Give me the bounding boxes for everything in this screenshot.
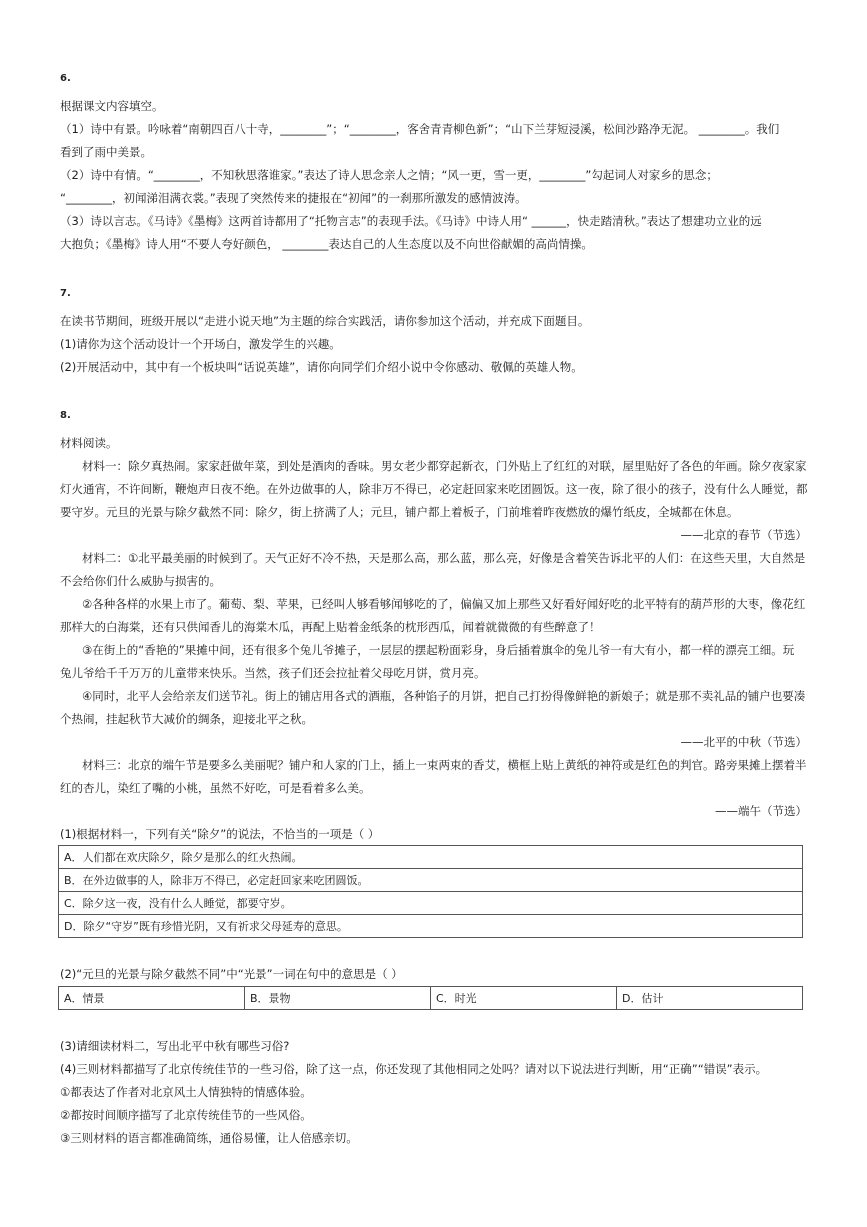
sub-question-1: (1)根据材料一，下列有关“除夕”的说法，不恰当的一项是（ ） <box>60 827 380 841</box>
q6-line: “________，初闻涕泪满衣裳。”表现了突然传来的捷报在“初闻”的一刹那所激发的感情波涛。 <box>60 191 527 205</box>
material-2-line: 不会给你们什么威胁与损害的。 <box>60 574 221 588</box>
sub-question-2: (2)“元旦的光景与除夕截然不同”中“光景”一词在句中的意思是（ ） <box>60 967 403 981</box>
material-3-line: 材料三：北京的端午节是要多么美丽呢？铺户和人家的门上，插上一束两束的香艾，横框上贴上黄纸的神符或是红色的判官。路旁果摊上摆着半 <box>82 758 807 772</box>
material-2-line: ④同时，北平人会给亲友们送节礼。街上的铺店用各式的酒瓶，各种馅子的月饼，把自己打扮得像鲜艳的新娘子；就是那不卖礼品的铺户也要凑 <box>82 689 806 703</box>
material-2-line: ③在街上的“香艳的”果摊中间，还有很多个兔儿爷摊子，一层层的摆起粉面彩身，身后插着旗伞的兔儿爷一有大有小，都一样的漂亮工细。玩 <box>82 643 795 657</box>
sub-question-1-options <box>58 845 803 938</box>
q8-intro: 材料阅读。 <box>60 436 118 450</box>
material-3-line: 红的杏儿，染红了嘴的小桃，虽然不好吃，可是看着多么美。 <box>60 781 371 795</box>
material-2-source: ——北平的中秋（节选） <box>680 735 807 749</box>
q6-line: 大抱负；《墨梅》诗人用“不要人夸好颜色， ________表达自己的人生态度以及不向世俗献媚的高尚情操。 <box>60 237 593 251</box>
q6-line: （1）诗中有景。吟咏着“南朝四百八十寺，________”；“________，客舍青青柳色新”；“山下兰芽短浸溪，松间沙路净无泥。 ________。我们 <box>60 122 780 136</box>
material-1-line: 灯火通宵，不许间断，鞭炮声日夜不绝。在外边做事的人，除非万不得已，必定赶回家来吃团圆饭。这一夜，除了很小的孩子，没有什么人睡觉，都 <box>60 482 808 496</box>
q7-instruction: 在读书节期间，班级开展以“走进小说天地”为主题的综合实践活，请你参加这个活动，并充成下面题目。 <box>60 314 590 328</box>
option-d[interactable]: D．除夕“守岁”既有珍惜光阴，又有祈求父母延寿的意思。 <box>59 915 803 938</box>
q6-line: （3）诗以言志。《马诗》《墨梅》这两首诗都用了“托物言志”的表现手法。《马诗》中诗人用“ ______，快走踏清秋。”表达了想建功立业的远 <box>60 214 762 228</box>
q6-line: 看到了雨中美景。 <box>60 145 152 159</box>
question-number-6: 6. <box>60 73 71 84</box>
q7-sub-question: (1)请你为这个活动设计一个开场白，激发学生的兴趣。 <box>60 337 341 351</box>
material-3-source: ——端午（节选） <box>715 804 807 818</box>
option-d[interactable]: D．估计 <box>617 987 803 1010</box>
sub-question-3: (3)请细读材料二，写出北平中秋有哪些习俗? <box>60 1039 290 1053</box>
material-1-line: 材料一：除夕真热闹。家家赶做年菜，到处是酒肉的香味。男女老少都穿起新衣，门外贴上了红红的对联，屋里贴好了各色的年画。除夕夜家家 <box>82 459 807 473</box>
material-2-line: ②各种各样的水果上市了。葡萄、梨、苹果，已经叫人够看够闻够吃的了，偏偏又加上那些又好看好闻好吃的北平特有的葫芦形的大枣，像花红 <box>82 597 806 611</box>
statement-2: ②都按时间顺序描写了北京传统佳节的一些风俗。 <box>60 1108 312 1122</box>
option-b[interactable]: B．在外边做事的人，除非万不得已，必定赶回家来吃团圆饭。 <box>59 869 803 892</box>
q6-instruction: 根据课文内容填空。 <box>60 99 164 113</box>
option-c[interactable]: C．除夕这一夜，没有什么人睡觉，都要守岁。 <box>59 892 803 915</box>
material-2-line: 个热闹，挂起秋节大减价的绸条，迎接北平之秋。 <box>60 712 313 726</box>
material-1-line: 要守岁。元旦的光景与除夕截然不同：除夕，街上挤满了人；元旦，铺户都上着板子，门前堆着昨夜燃放的爆竹纸皮，全城都在休息。 <box>60 505 739 519</box>
material-1-source: ——北京的春节（节选） <box>680 528 807 542</box>
sub-question-2-options <box>58 986 803 1010</box>
option-b[interactable]: B．景物 <box>245 987 431 1010</box>
question-number-7: 7. <box>60 288 71 299</box>
statement-3: ③三则材料的语言都准确简练，通俗易懂，让人倍感亲切。 <box>60 1131 358 1145</box>
option-a[interactable]: A．情景 <box>59 987 245 1010</box>
material-2-line: 兔儿爷给千千万万的儿童带来快乐。当然，孩子们还会拉扯着父母吃月饼，赏月亮。 <box>60 666 486 680</box>
material-2-line: 材料二：①北平最美丽的时候到了。天气正好不冷不热，天是那么高，那么蓝，那么亮，好像是含着笑告诉北平的人们：在这些天里，大自然是 <box>82 551 806 565</box>
option-c[interactable]: C．时光 <box>431 987 617 1010</box>
material-2-line: 那样大的白海棠，还有只供闻香儿的海棠木瓜，再配上贴着金纸条的枕形西瓜，闻着就微微的有些醉意了！ <box>60 620 601 634</box>
sub-question-4: (4)三则材料都描写了北京传统佳节的一些习俗，除了这一点，你还发现了其他相同之处吗？请对以下说法进行判断，用“正确”“错误”表示。 <box>60 1062 768 1076</box>
option-a[interactable]: A．人们都在欢庆除夕，除夕是那么的红火热闹。 <box>59 846 803 869</box>
statement-1: ①都表达了作者对北京风土人情独特的情感体验。 <box>60 1085 312 1099</box>
question-number-8: 8. <box>60 410 71 421</box>
q6-line: （2）诗中有情。“________，不知秋思落谁家。”表达了诗人思念亲人之情；“风一更，雪一更，________”勾起词人对家乡的思念； <box>60 168 718 182</box>
q7-sub-question: (2)开展活动中，其中有一个板块叫“话说英雄”，请你向同学们介绍小说中令你感动、敬佩的英雄人物。 <box>60 360 583 374</box>
